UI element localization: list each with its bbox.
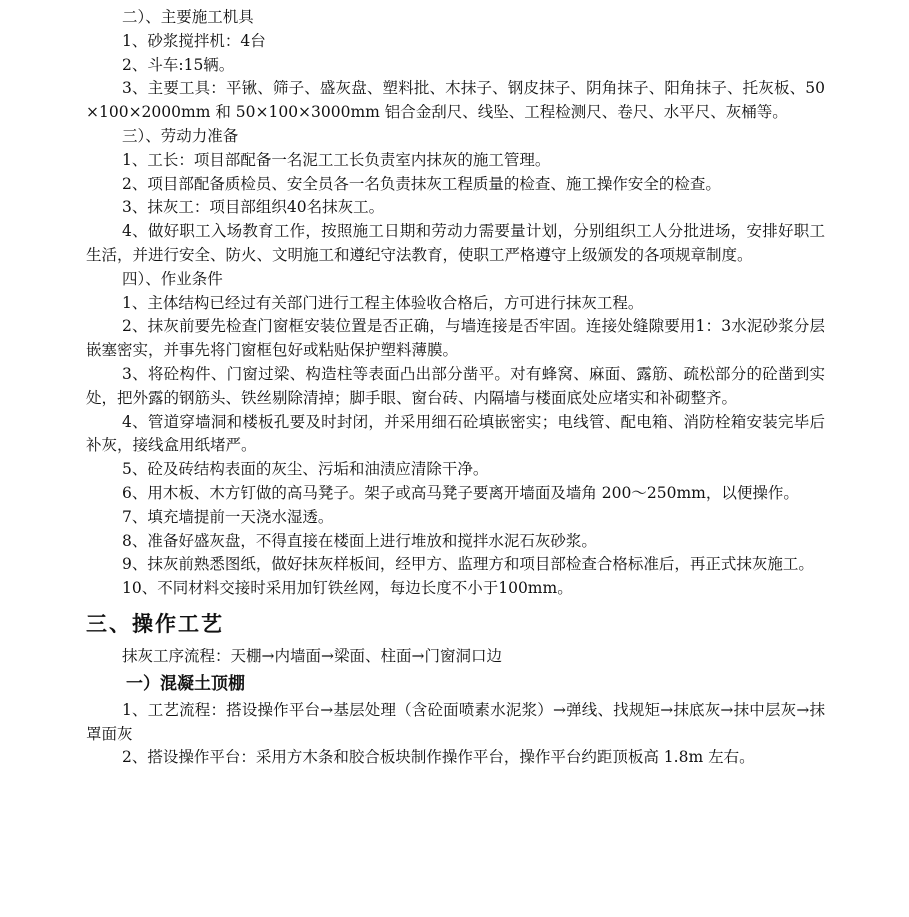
labor-item-2: 2、项目部配备质检员、安全员各一名负责抹灰工程质量的检查、施工操作安全的检查。 <box>122 174 721 193</box>
conditions-section <box>86 268 825 601</box>
condition-item-8: 8、准备好盛灰盘，不得直接在楼面上进行堆放和搅拌水泥石灰砂浆。 <box>122 531 597 550</box>
machinery-item-3: 3、主要工具：平锹、筛子、盛灰盘、塑料批、木抹子、钢皮抹子、阴角抹子、阳角抹子、托灰板、50×100×2000mm 和 50×100×3000mm 铝合金刮尺、线坠、工程检测尺、卷尺、水平尺、灰桶等。 <box>86 79 825 122</box>
condition-item-5: 5、砼及砖结构表面的灰尘、污垢和油渍应清除干净。 <box>122 460 489 479</box>
conditions-heading: 四）、作业条件 <box>122 269 223 288</box>
labor-heading: 三）、劳动力准备 <box>122 126 239 145</box>
condition-item-3: 3、将砼构件、门窗过梁、构造柱等表面凸出部分凿平。对有蜂窝、麻面、露筋、疏松部分的砼凿到实处，把外露的钢筋头、铁丝剔除清掉；脚手眼、窗台砖、内隔墙与楼面底处应堵实和补砌整齐。 <box>86 364 825 407</box>
condition-item-2: 2、抹灰前要先检查门窗框安装位置是否正确，与墙连接是否牢固。连接处缝隙要用1：3水泥砂浆分层嵌塞密实，并事先将门窗框包好或粘贴保护塑料薄膜。 <box>86 317 825 360</box>
labor-section <box>86 125 825 268</box>
process-flow: 抹灰工序流程：天棚→内墙面→梁面、柱面→门窗洞口边 <box>122 646 502 665</box>
ceiling-item-2: 2、搭设操作平台：采用方木条和胶合板块制作操作平台，操作平台约距顶板高 1.8m 左右。 <box>122 748 755 767</box>
labor-item-4: 4、做好职工入场教育工作，按照施工日期和劳动力需要量计划，分别组织工人分批进场，安排好职工生活，并进行安全、防火、文明施工和遵纪守法教育，使职工严格遵守上级颁发的各项规章制度。 <box>86 222 825 264</box>
labor-item-1: 1、工长：项目部配备一名泥工工长负责室内抹灰的施工管理。 <box>122 150 551 169</box>
condition-item-9: 9、抹灰前熟悉图纸，做好抹灰样板间，经甲方、监理方和项目部检查合格标准后，再正式抹灰施工。 <box>122 555 814 574</box>
condition-item-6: 6、用木板、木方钉做的高马凳子。架子或高马凳子要离开墙面及墙角 200～250mm，以便操作。 <box>122 483 799 502</box>
machinery-section <box>86 6 825 125</box>
condition-item-4: 4、管道穿墙洞和楼板孔要及时封闭，并采用细石砼填嵌密实；电线管、配电箱、消防栓箱安装完毕后补灰，接线盒用纸堵严。 <box>86 412 825 455</box>
condition-item-1: 1、主体结构已经过有关部门进行工程主体验收合格后，方可进行抹灰工程。 <box>122 293 644 312</box>
machinery-item-1: 1、砂浆搅拌机：4台 <box>122 31 266 50</box>
operation-section <box>86 609 825 770</box>
condition-item-7: 7、填充墙提前一天浇水湿透。 <box>122 507 334 526</box>
ceiling-item-1: 1、工艺流程：搭设操作平台→基层处理（含砼面喷素水泥浆）→弹线、找规矩→抹底灰→抹中层灰→抹罩面灰 <box>86 700 825 743</box>
ceiling-heading: 一）混凝土顶棚 <box>126 673 245 694</box>
machinery-heading: 二）、主要施工机具 <box>122 8 254 26</box>
operation-heading: 三、操作工艺 <box>86 611 224 636</box>
labor-item-3: 3、抹灰工：项目部组织40名抹灰工。 <box>122 198 385 217</box>
machinery-item-2: 2、斗车:15辆。 <box>122 55 235 74</box>
condition-item-10: 10、不同材料交接时采用加钉铁丝网，每边长度不小于100mm。 <box>122 579 573 598</box>
